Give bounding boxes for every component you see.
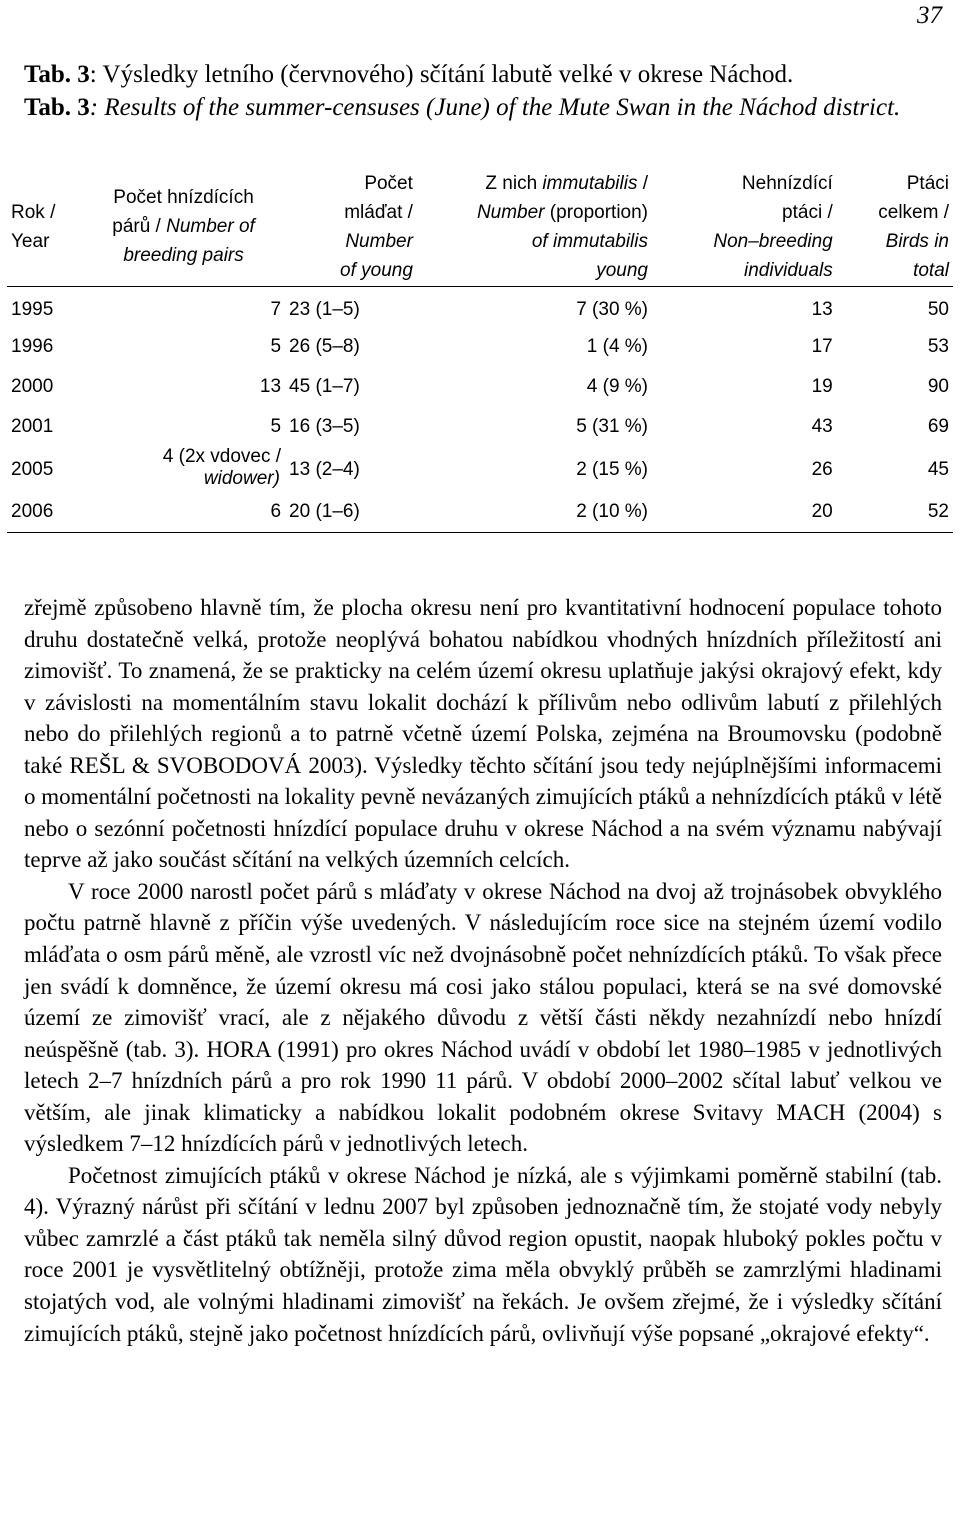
caption-english-label: Tab. 3 [24, 94, 90, 121]
caption-english [24, 91, 950, 124]
cell-year: 2005 [11, 458, 54, 480]
census-table [7, 168, 953, 533]
header-young-line3: Number [345, 230, 413, 252]
caption-english-text: : Results of the summer-censuses (June) of the Mute Swan in the Náchod district. [89, 94, 901, 121]
cell-non-breeding: 26 [811, 458, 833, 480]
cell-year: 2000 [11, 375, 54, 397]
cell-pairs [82, 446, 285, 492]
header-non-line3c: breeding [758, 230, 833, 252]
header-imm-line2b: (proportion) [544, 201, 649, 223]
header-total [837, 168, 953, 286]
header-pairs-line1: Počet hnízdících [113, 187, 254, 209]
header-young [285, 168, 417, 286]
header-young-line4: of young [340, 259, 413, 281]
cell-total: 53 [927, 335, 949, 357]
cell-pairs: 5 [270, 335, 282, 357]
cell-immutabilis: 2 (15 %) [576, 458, 649, 480]
cell-non-breeding: 19 [811, 375, 833, 397]
table-row [7, 492, 953, 532]
caption-czech-label: Tab. 3 [24, 61, 90, 88]
header-imm-line3b: immutabilis [552, 230, 649, 252]
cell-year: 1995 [11, 298, 54, 320]
table-row [7, 446, 953, 492]
header-pairs-stack [112, 183, 255, 270]
cell-year: 2001 [11, 415, 54, 437]
header-non-line1: Nehnízdící [741, 172, 833, 194]
cell-pairs-stack [163, 446, 281, 490]
caption-czech [24, 58, 950, 91]
header-total-line1: Ptáci [906, 172, 949, 194]
cell-immutabilis: 1 (4 %) [586, 335, 649, 357]
cell-immutabilis: 2 (10 %) [576, 501, 649, 523]
paragraph-2: V roce 2000 narostl počet párů s mláďaty v okrese Náchod na dvoj až trojnásobek obvyklého počtu patrně hlavně z příčin výše uvedených. V následujícím roce sice na stejném území vodilo mláďata o osm párů měně, ale vzrostl víc než dvojnásobně počet nehnízdících ptáků. To však přece jen svádí k domněnce, že území okresu má cosi jako stálou populaci, která se na své domovské území ze zimovišť vrací, ale z nějakého důvodu z větší části někdy nezahnízdí nebo hnízdí neúspěšně (tab. 3). HORA (1991) pro okres Náchod uvádí v období let 1980–1985 v jednotlivých letech 2–7 hnízdních párů a pro rok 1990 11 párů. V období 2000–2002 sčítal labuť velkou ve větším, ale jinak klimaticky a nabídkou lokalit podobném okrese Svitavy MACH (2004) s výsledkem 7–12 hnízdících párů v jednotlivých letech. [24, 878, 942, 1157]
caption-czech-text: : Výsledky letního (červnového) sčítání labutě velké v okrese Náchod. [89, 61, 794, 88]
header-pairs-line3: breeding pairs [123, 245, 244, 267]
cell-immutabilis: 4 (9 %) [586, 375, 649, 397]
cell-total: 69 [927, 415, 949, 437]
header-imm-line1b: immutabilis [542, 172, 638, 194]
cell-young: 20 (1–6) [289, 501, 360, 523]
paragraph-3: Početnost zimujících ptáků v okrese Náchod je nízká, ale s výjimkami poměrně stabilní (tab. 4). Výrazný nárůst při sčítání v lednu 2007 byl způsoben jednoznačně tím, že stojaté vody nebyly vůbec zamrzlé a část ptáků tak neměla silný důvod region opustit, naopak hluboký pokles počtu v roce 2001 je vysvětlitelný obtížněji, protože zima měla obvyklý průběh se zamrzlými hladinami stojatých vod, ale volnými hladinami zimovišť na řekách. Je ovšem zřejmé, že i výsledky sčítání zimujících ptáků, stejně jako početnost hnízdících párů, ovlivňují výše popsané „okrajové efekty“. [24, 1162, 942, 1346]
header-imm-line1c: / [637, 172, 649, 194]
header-non-line2: ptáci / [782, 201, 833, 223]
header-young-line2: mláďat / [344, 201, 413, 223]
header-imm-line4: young [596, 259, 649, 281]
cell-young: 26 (5–8) [289, 335, 360, 357]
cell-young: 23 (1–5) [289, 298, 360, 320]
cell-year: 2006 [11, 501, 54, 523]
cell-young: 13 (2–4) [289, 458, 360, 480]
table-row [7, 406, 953, 446]
header-total-line3: Birds in [885, 230, 949, 252]
cell-non-breeding: 20 [811, 501, 833, 523]
page-number: 37 [917, 2, 942, 29]
cell-total: 45 [927, 458, 949, 480]
header-year-cs: Rok / [11, 201, 56, 223]
header-breeding-pairs [82, 168, 285, 286]
cell-immutabilis: 7 (30 %) [576, 298, 649, 320]
cell-non-breeding: 17 [811, 335, 833, 357]
header-imm-line1a: Z nich [485, 172, 543, 194]
cell-pairs: 5 [270, 415, 282, 437]
table-caption [24, 58, 950, 124]
header-non-line3a: Non [713, 230, 749, 252]
header-pairs-line2b: Number of [166, 216, 255, 238]
table-row [7, 366, 953, 406]
cell-immutabilis: 5 (31 %) [576, 415, 649, 437]
table-row [7, 286, 953, 326]
cell-young: 16 (3–5) [289, 415, 360, 437]
header-year-en: Year [11, 230, 50, 252]
header-total-line4: total [913, 259, 949, 281]
cell-year: 1996 [11, 335, 54, 357]
cell-pairs-line2: widower) [203, 468, 280, 489]
header-non-line4: individuals [744, 259, 833, 281]
paragraph-1: zřejmě způsobeno hlavně tím, že plocha okresu není pro kvantitativní hodnocení populace tohoto druhu dostatečně velká, protože neoplývá bohatou nabídkou vhodných hnízdních příležitostí ani zimovišť. To znamená, že se prakticky na celém území okresu uplatňuje jakýsi okrajový efekt, kdy v závislosti na momentálním stavu lokalit dochází k přílivům nebo odlivům labutí z přilehlých nebo do přilehlých regionů a to patrně včetně území Polska, zejména na Broumovsku (podobně také REŠL & SVOBODOVÁ 2003). Výsledky těchto sčítání jsou tedy nejúplnějšími informacemi o momentální početnosti na lokality pevně nevázaných zimujících ptáků a nehnízdících ptáků v létě nebo o sezónní početnosti hnízdící populace druhu v okrese Náchod a na svém významu nabývají teprve až jako součást sčítání na velkých územních celcích. [24, 595, 942, 873]
cell-total: 52 [927, 501, 949, 523]
body-text [24, 592, 942, 1349]
header-non-breeding [652, 168, 837, 286]
cell-total: 50 [927, 298, 949, 320]
header-total-line2: celkem / [878, 201, 949, 223]
header-imm-line2a: Number [476, 201, 545, 223]
header-non-line3b: – [748, 230, 759, 252]
header-year [7, 168, 82, 286]
cell-pairs: 6 [270, 501, 282, 523]
cell-pairs-line1: 4 (2x vdovec / [162, 446, 282, 467]
header-young-line1: Počet [364, 172, 413, 194]
header-pairs-line2a: párů / [112, 216, 167, 238]
table-header-row [7, 168, 953, 286]
cell-total: 90 [927, 375, 949, 397]
header-imm-line3a: of [531, 230, 553, 252]
cell-non-breeding: 43 [811, 415, 833, 437]
cell-pairs: 13 [259, 375, 282, 397]
cell-pairs: 7 [270, 298, 282, 320]
cell-young: 45 (1–7) [289, 375, 360, 397]
header-immutabilis [417, 168, 652, 286]
table-row [7, 326, 953, 366]
cell-non-breeding: 13 [811, 298, 833, 320]
